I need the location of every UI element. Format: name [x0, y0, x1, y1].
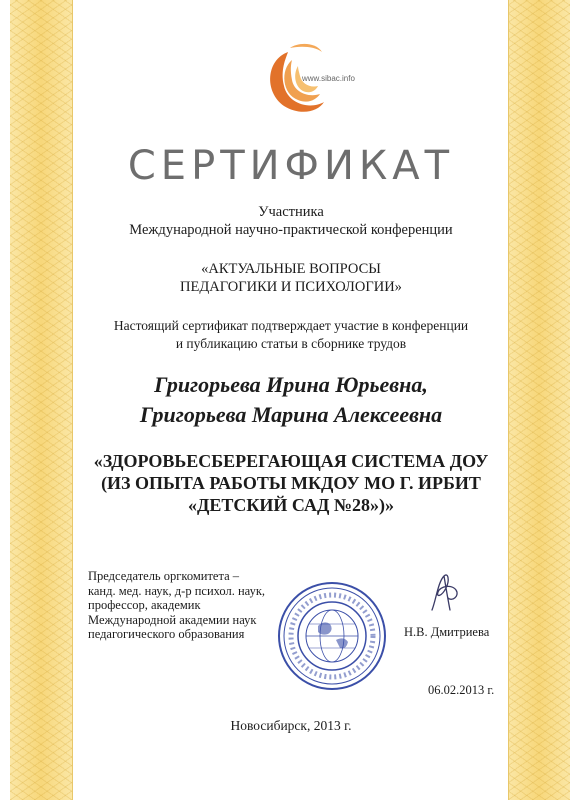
conference-name	[60, 260, 522, 296]
confirm-line2: и публикацию статьи в сборнике трудов	[175, 336, 407, 351]
author-1: Григорьева Ирина Юрьевна,	[154, 372, 428, 397]
article-line1: «ЗДОРОВЬЕСБЕРЕГАЮЩАЯ СИСТЕМА ДОУ	[93, 451, 489, 471]
signature-icon	[422, 570, 468, 614]
confirm-line1: Настоящий сертификат подтверждает участие в конференции	[113, 318, 469, 333]
confirmation-text	[60, 317, 522, 353]
issue-date: 06.02.2013 г.	[428, 683, 495, 697]
chairman-line3: профессор, академик	[88, 598, 201, 612]
article-line2: (ИЗ ОПЫТА РАБОТЫ МКДОУ МО Г. ИРБИТ	[101, 473, 481, 493]
conference-name-line2: ПЕДАГОГИКИ И ПСИХОЛОГИИ»	[180, 279, 402, 295]
conference-name-line1: «АКТУАЛЬНЫЕ ВОПРОСЫ	[201, 261, 381, 277]
certificate-title: СЕРТИФИКАТ	[127, 143, 455, 189]
chairman-line2: канд. мед. наук, д-р психол. наук,	[88, 583, 266, 598]
article-line3: «ДЕТСКИЙ САД №28»)»	[187, 495, 394, 515]
city-year: Новосибирск, 2013 г.	[230, 718, 352, 733]
chairman-line1: Председатель оргкомитета –	[88, 569, 239, 583]
article-title	[80, 450, 502, 516]
chairman-line5: педагогического образования	[88, 627, 245, 641]
author-2: Григорьева Марина Алексеевна	[139, 402, 443, 427]
conference-line: Международной научно-практической конференции	[129, 222, 453, 238]
official-seal-icon	[276, 580, 388, 692]
logo-url: www.sibac.info	[302, 74, 355, 83]
participant-line: Участника	[258, 204, 324, 220]
participant-heading	[60, 203, 522, 239]
authors	[60, 370, 522, 430]
chairman-name: Н.В. Дмитриева	[404, 625, 490, 639]
chairman-line4: Международной академии наук	[88, 612, 257, 627]
